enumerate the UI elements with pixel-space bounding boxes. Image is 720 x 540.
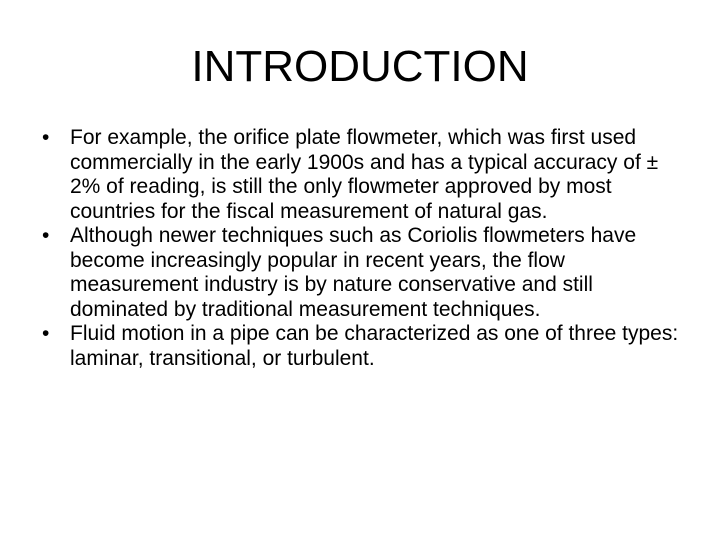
bullet-item-fluid-motion bbox=[42, 322, 692, 371]
bullet-item-orifice-plate bbox=[42, 126, 692, 224]
bullet-icon: • bbox=[42, 224, 50, 247]
bullet-icon: • bbox=[42, 126, 50, 149]
bullet-text: For example, the orifice plate flowmeter, which was first used commercially in the early 1900s and has a typical accuracy of ± 2% of reading, is still the only flowmeter approved by most countries for the fiscal measurement of natural gas. bbox=[70, 126, 659, 223]
bullet-text: Although newer techniques such as Coriolis flowmeters have become increasingly popular in recent years, the flow measurement industry is by nature conservative and still dominated by traditional measurement techniques. bbox=[70, 224, 637, 321]
bullet-text: Fluid motion in a pipe can be characterized as one of three types: laminar, transitional, or turbulent. bbox=[70, 322, 679, 370]
slide-title: INTRODUCTION bbox=[191, 42, 529, 91]
bullet-list bbox=[42, 126, 692, 371]
bullet-item-coriolis bbox=[42, 224, 692, 322]
bullet-icon: • bbox=[42, 322, 50, 345]
